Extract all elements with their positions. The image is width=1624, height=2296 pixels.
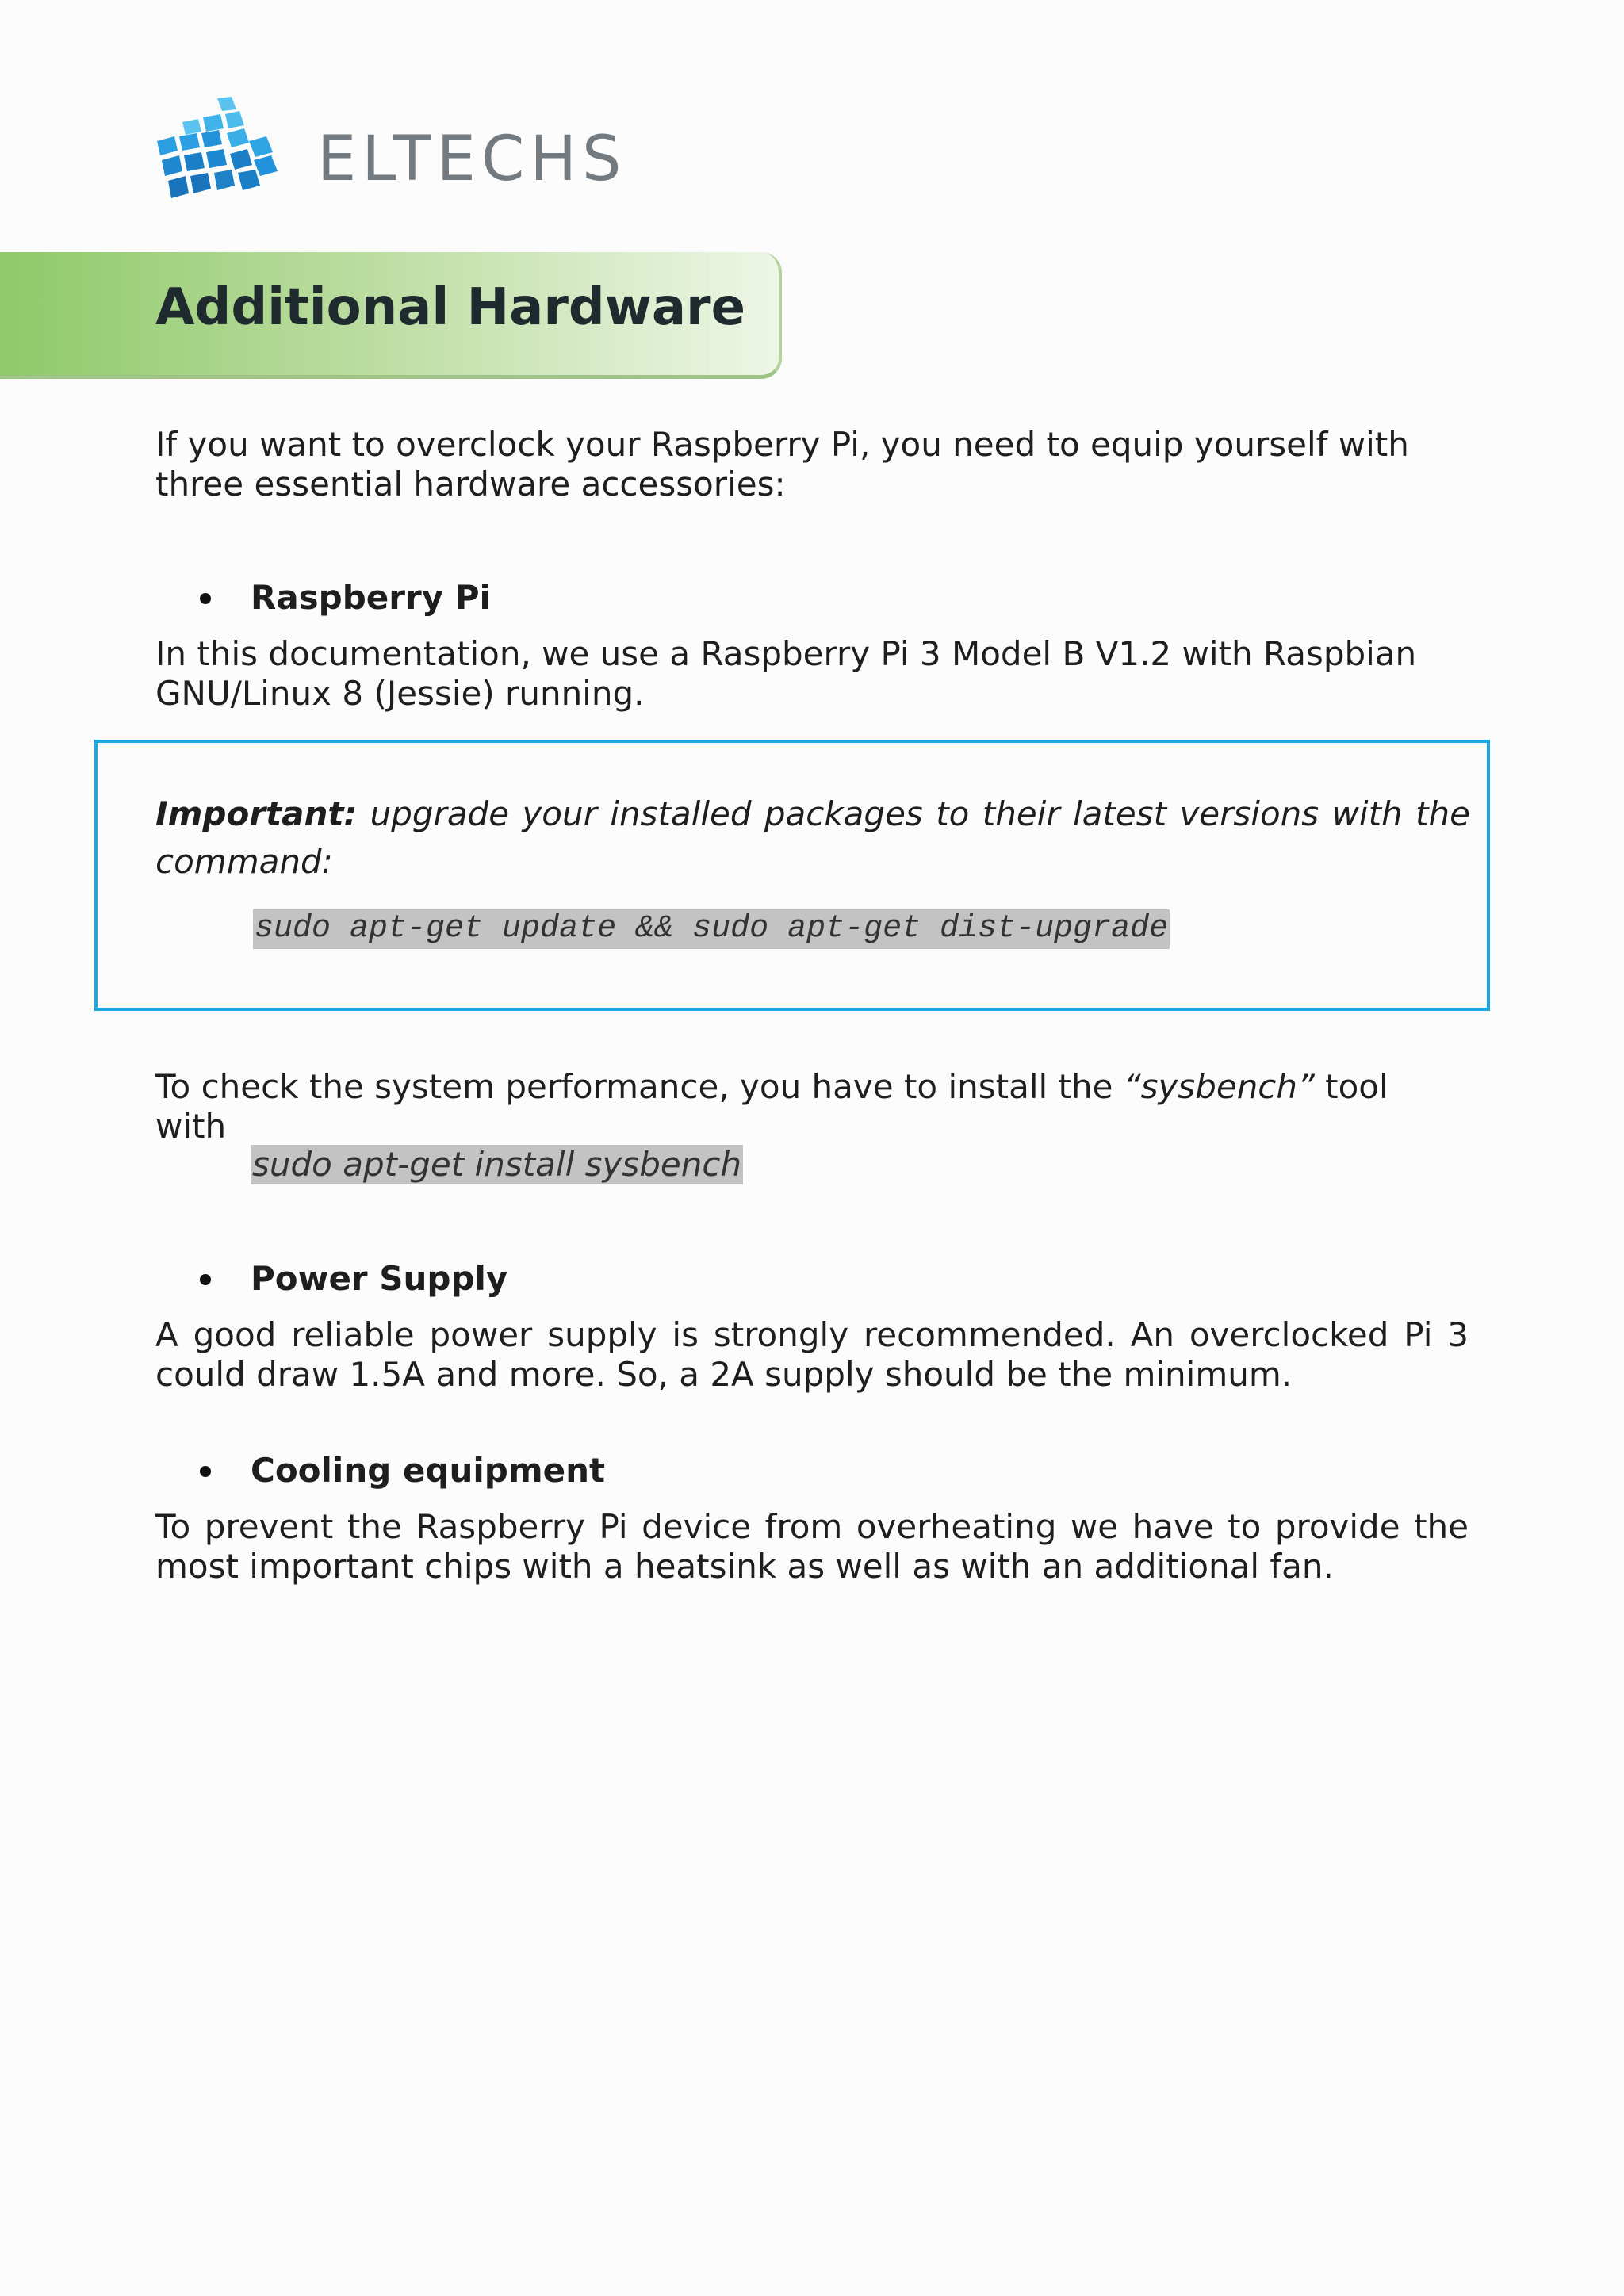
bullet-heading: Power Supply <box>251 1259 508 1298</box>
section-title-banner <box>0 252 782 379</box>
eltechs-logo <box>151 94 627 228</box>
bullet-dot-icon <box>200 1466 211 1477</box>
logo-wordmark: ELTECHS <box>317 124 627 195</box>
cooling-paragraph: To prevent the Raspberry Pi device from overheating we have to provide the most important chips with a heatsink as well as with an additional fan. <box>155 1507 1469 1586</box>
power-supply-paragraph: A good reliable power supply is strongly recommended. An overclocked Pi 3 could draw 1.5A and more. So, a 2A supply should be the minimum. <box>155 1315 1469 1394</box>
bullet-heading: Raspberry Pi <box>251 578 491 617</box>
sysbench-paragraph <box>155 1067 1469 1146</box>
bullet-dot-icon <box>200 593 211 604</box>
page-title: Additional Hardware <box>155 278 745 337</box>
important-note-text <box>155 790 1470 886</box>
important-note-box <box>94 740 1490 1011</box>
sysbench-text-after: tool with <box>155 1067 1388 1146</box>
logo-cubes-icon <box>151 94 285 228</box>
bullet-heading: Cooling equipment <box>251 1451 606 1490</box>
important-body: upgrade your installed packages to their latest versions with the command: <box>155 794 1470 881</box>
sysbench-tool-name: “sysbench” <box>1123 1067 1315 1106</box>
sysbench-install-command: sudo apt-get install sysbench <box>252 1145 742 1184</box>
raspberry-pi-paragraph: In this documentation, we use a Raspberry Pi 3 Model B V1.2 with Raspbian GNU/Linux 8 (Jessie) running. <box>155 634 1417 713</box>
upgrade-command: sudo apt-get update && sudo apt-get dist-upgrade <box>253 909 1170 949</box>
sysbench-text-before: To check the system performance, you have to install the <box>155 1067 1124 1106</box>
intro-paragraph: If you want to overclock your Raspberry Pi, you need to equip yourself with three essential hardware accessories: <box>155 425 1409 503</box>
bullet-dot-icon <box>200 1274 211 1285</box>
important-label: Important: <box>155 794 358 833</box>
